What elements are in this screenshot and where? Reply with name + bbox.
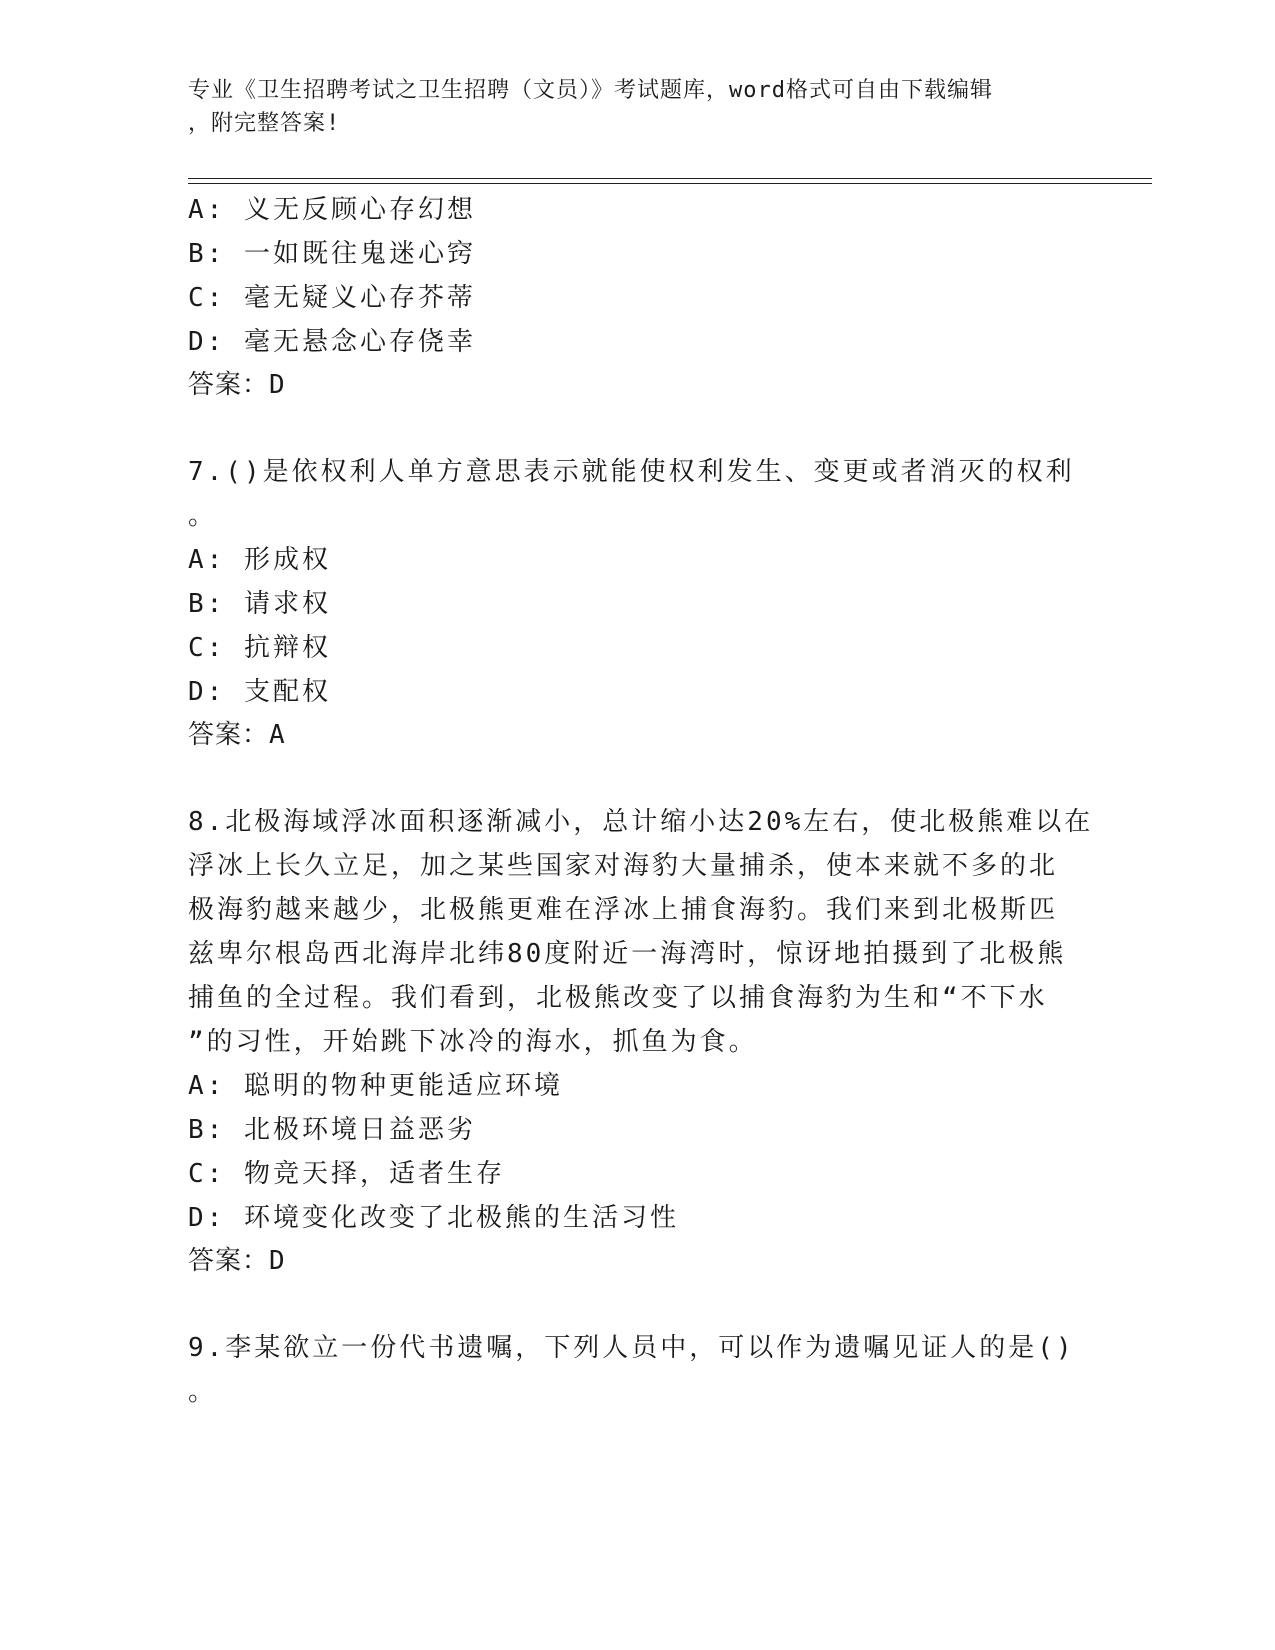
q7-stem-line-2: 。 xyxy=(188,501,218,531)
q8-stem-line-4: 兹卑尔根岛西北海岸北纬80度附近一海湾时，惊讶地拍摄到了北极熊 xyxy=(188,939,1067,969)
q7-option-c: C: 抗辩权 xyxy=(188,633,331,663)
q6-option-a: A: 义无反顾心存幻想 xyxy=(188,195,476,225)
header-line-2: ，附完整答案! xyxy=(188,111,341,136)
q8-stem-line-6: ”的习性，开始跳下冰冷的海水，抓鱼为食。 xyxy=(188,1027,758,1057)
q6-answer: 答案：D xyxy=(188,370,286,400)
q8-option-a: A: 聪明的物种更能适应环境 xyxy=(188,1071,563,1101)
q7-option-b: B: 请求权 xyxy=(188,589,331,619)
header-rule-bottom xyxy=(188,183,1152,184)
q8-stem-line-5: 捕鱼的全过程。我们看到，北极熊改变了以捕食海豹为生和“不下水 xyxy=(188,983,1048,1013)
q7-answer: 答案：A xyxy=(188,720,286,750)
q9-stem-line-1: 9.李某欲立一份代书遗嘱，下列人员中，可以作为遗嘱见证人的是() xyxy=(188,1333,1075,1363)
q8-stem-line-3: 极海豹越来越少，北极熊更难在浮冰上捕食海豹。我们来到北极斯匹 xyxy=(188,895,1059,925)
q7-stem-line-1: 7.()是依权利人单方意思表示就能使权利发生、变更或者消灭的权利 xyxy=(188,457,1075,487)
header-line-1: 专业《卫生招聘考试之卫生招聘（文员）》考试题库，word格式可自由下载编辑 xyxy=(188,78,993,103)
q8-stem-line-2: 浮冰上长久立足，加之某些国家对海豹大量捕杀，使本来就不多的北 xyxy=(188,851,1059,881)
q6-option-d: D: 毫无悬念心存侥幸 xyxy=(188,327,476,357)
q8-option-b: B: 北极环境日益恶劣 xyxy=(188,1115,476,1145)
q7-option-a: A: 形成权 xyxy=(188,545,331,575)
q8-stem-line-1: 8.北极海域浮冰面积逐渐减小，总计缩小达20%左右，使北极熊难以在 xyxy=(188,807,1094,837)
q7-option-d: D: 支配权 xyxy=(188,677,331,707)
q8-option-c: C: 物竞天择，适者生存 xyxy=(188,1159,505,1189)
q9-stem-line-2: 。 xyxy=(188,1377,218,1407)
header-rule-top xyxy=(188,178,1152,179)
document-header xyxy=(188,74,1068,140)
q6-option-c: C: 毫无疑义心存芥蒂 xyxy=(188,283,476,313)
q8-option-d: D: 环境变化改变了北极熊的生活习性 xyxy=(188,1203,679,1233)
q6-option-b: B: 一如既往鬼迷心窍 xyxy=(188,239,476,269)
q8-answer: 答案：D xyxy=(188,1246,286,1276)
